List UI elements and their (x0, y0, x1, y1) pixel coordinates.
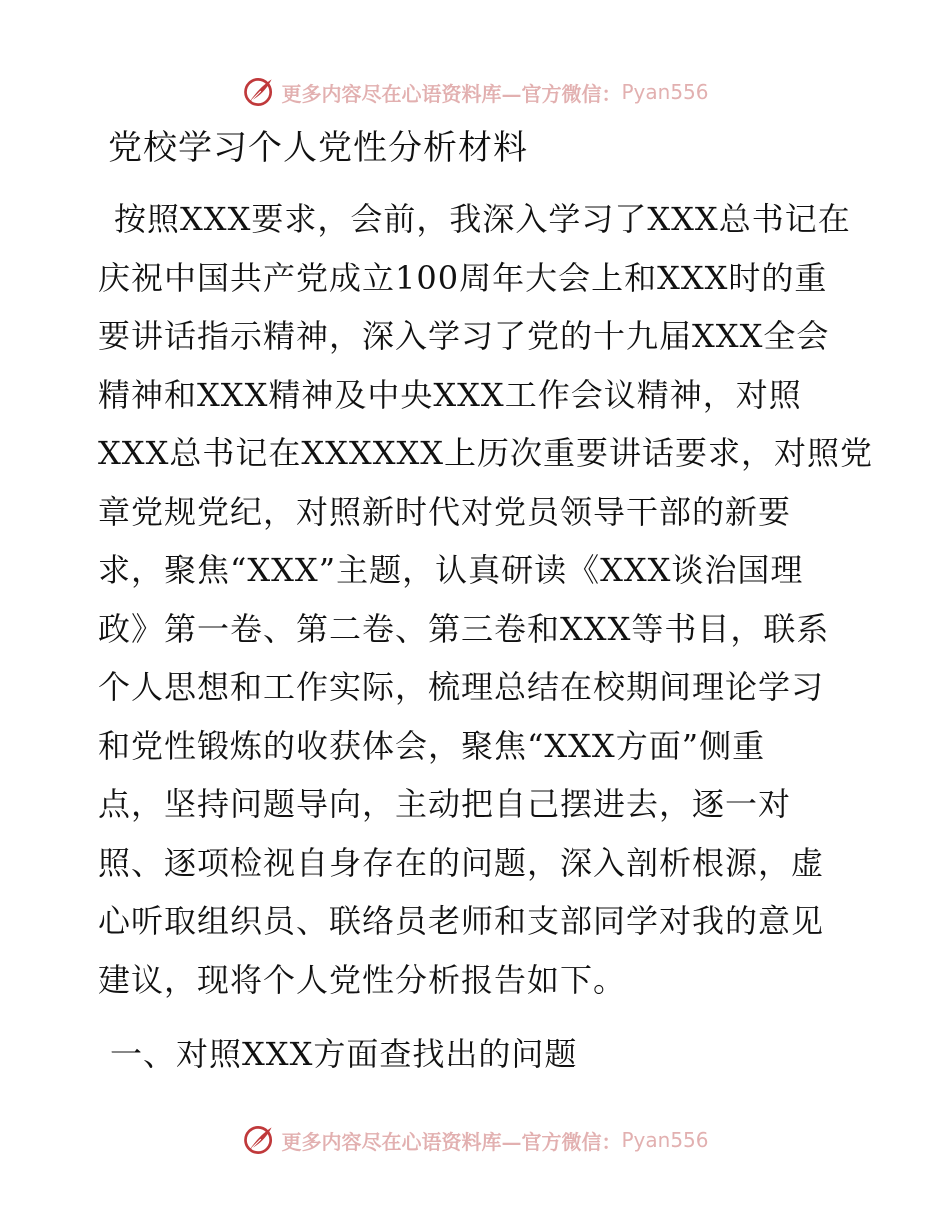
paragraph-line: 章党规党纪，对照新时代对党员领导干部的新要 (98, 492, 792, 531)
paragraph-line: 照、逐项检视自身存在的问题，深入剖析根源，虚 (98, 843, 825, 882)
header-watermark (0, 72, 950, 112)
section-heading: 一、对照XXX方面查找出的问题 (110, 1035, 578, 1073)
paragraph-line: 个人思想和工作实际，梳理总结在校期间理论学习 (98, 668, 825, 706)
paragraph-line: 精神和XXX精神及中央XXX工作会议精神，对照 (98, 375, 802, 414)
quill-logo-icon (241, 1122, 277, 1158)
paragraph-line: 和党性锻炼的收获体会，聚焦“XXX方面”侧重 (98, 726, 766, 765)
watermark-text: 更多内容尽在心语资料库—官方微信： (281, 81, 622, 106)
watermark-wechat-id: Pyan556 (621, 1128, 709, 1152)
paragraph-line: 建议，现将个人党性分析报告如下。 (98, 960, 627, 999)
document-title: 党校学习个人党性分析材料 (108, 128, 528, 168)
footer-watermark (0, 1120, 950, 1160)
paragraph-line: 点，坚持问题导向，主动把自己摆进去，逐一对 (98, 785, 792, 823)
paragraph-line: XXX总书记在XXXXXX上历次重要讲话要求，对照党 (98, 434, 874, 472)
quill-logo-icon (241, 74, 277, 110)
watermark-text: 更多内容尽在心语资料库—官方微信： (281, 1129, 622, 1154)
paragraph-line: 政》第一卷、第二卷、第三卷和XXX等书目，联系 (98, 609, 830, 648)
paragraph-line: 要讲话指示精神，深入学习了党的十九届XXX全会 (98, 317, 830, 355)
paragraph-line: 求，聚焦“XXX”主题，认真研读《XXX谈治国理 (98, 551, 804, 589)
paragraph-line: 庆祝中国共产党成立100周年大会上和XXX时的重 (98, 258, 828, 297)
body-paragraph (98, 190, 874, 1009)
paragraph-line: 按照XXX要求，会前，我深入学习了XXX总书记在 (114, 200, 851, 238)
paragraph-line: 心听取组织员、联络员老师和支部同学对我的意见 (98, 902, 825, 940)
watermark-wechat-id: Pyan556 (621, 80, 709, 104)
